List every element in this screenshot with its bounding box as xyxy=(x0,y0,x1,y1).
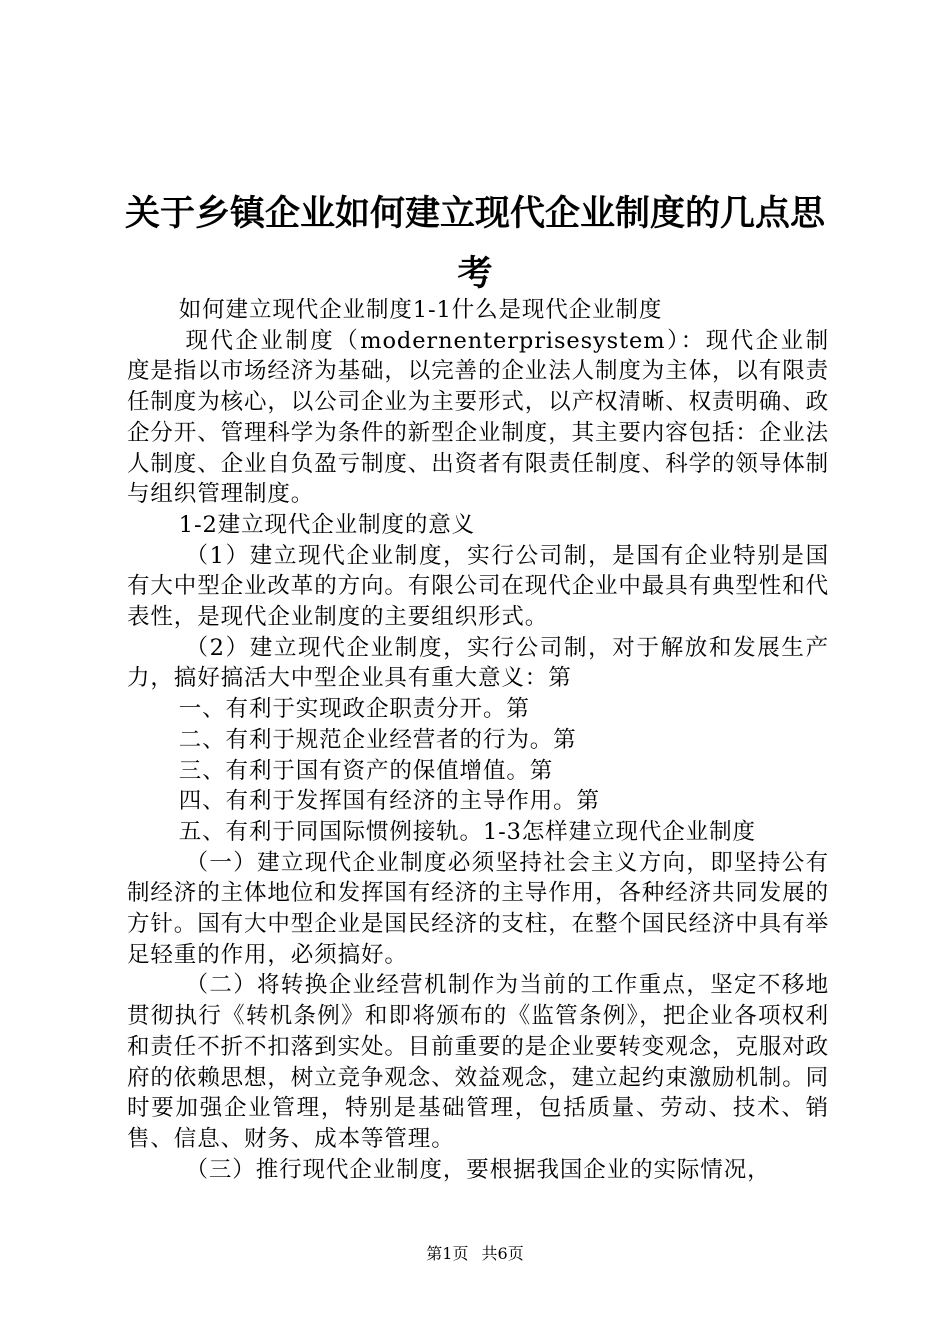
list-item-5: 五、有利于同国际惯例接轨。1-3怎样建立现代企业制度 xyxy=(178,818,756,845)
document-title xyxy=(120,184,830,304)
page-footer xyxy=(0,1244,950,1264)
paragraph-method-1: （一）建立现代企业制度必须坚持社会主义方向，即坚持公有制经济的主体地位和发挥国有经济的主导作用，各种经济共同发展的方针。国有大中型企业是国民经济的支柱，在整个国民经济中具有举足轻重的作用，必须搞好。 xyxy=(127,849,830,968)
title-line-2: 考 xyxy=(457,254,493,294)
paragraph-point-2: （2）建立现代企业制度，实行公司制，对于解放和发展生产力，搞好搞活大中型企业具有重大意义：第 xyxy=(127,634,829,692)
paragraph-definition: 现代企业制度（modernenterprisesystem）：现代企业制度是指以市场经济为基础，以完善的企业法人制度为主体，以有限责任制度为核心，以公司企业为主要形式，以产权清晰、权责明确、政企分开、管理科学为条件的新型企业制度，其主要内容包括：企业法人制度、企业自负盈亏制度、出资者有限责任制度、科学的领导体制与组织管理制度。 xyxy=(127,327,830,508)
paragraph-section-1-2: 1-2建立现代企业制度的意义 xyxy=(178,511,476,538)
document-body xyxy=(127,295,829,1185)
title-line-1: 关于乡镇企业如何建立现代企业制度的几点思 xyxy=(124,194,825,234)
paragraph-intro: 如何建立现代企业制度1-1什么是现代企业制度 xyxy=(178,297,663,323)
page-total: 共6页 xyxy=(481,1244,524,1263)
list-item-1: 一、有利于实现政企职责分开。第 xyxy=(178,696,530,723)
list-item-2: 二、有利于规范企业经营者的行为。第 xyxy=(178,726,577,753)
list-item-3: 三、有利于国有资产的保值增值。第 xyxy=(178,757,554,784)
paragraph-method-3: （三）推行现代企业制度，要根据我国企业的实际情况， xyxy=(185,1156,771,1183)
paragraph-method-2: （二）将转换企业经营机制作为当前的工作重点，坚定不移地贯彻执行《转机条例》和即将颁布的《监管条例》，把企业各项权利和责任不折不扣落到实处。目前重要的是企业要转变观念，克服对政府的依赖思想，树立竞争观念、效益观念，建立起约束激励机制。同时要加强企业管理，特别是基础管理，包括质量、劳动、技术、销售、信息、财务、成本等管理。 xyxy=(127,972,830,1152)
list-item-4: 四、有利于发挥国有经济的主导作用。第 xyxy=(178,788,600,815)
paragraph-point-1: （1）建立现代企业制度，实行公司制，是国有企业特别是国有大中型企业改革的方向。有限公司在现代企业中最具有典型性和代表性，是现代企业制度的主要组织形式。 xyxy=(127,542,830,631)
page-number: 第1页 xyxy=(426,1244,469,1263)
